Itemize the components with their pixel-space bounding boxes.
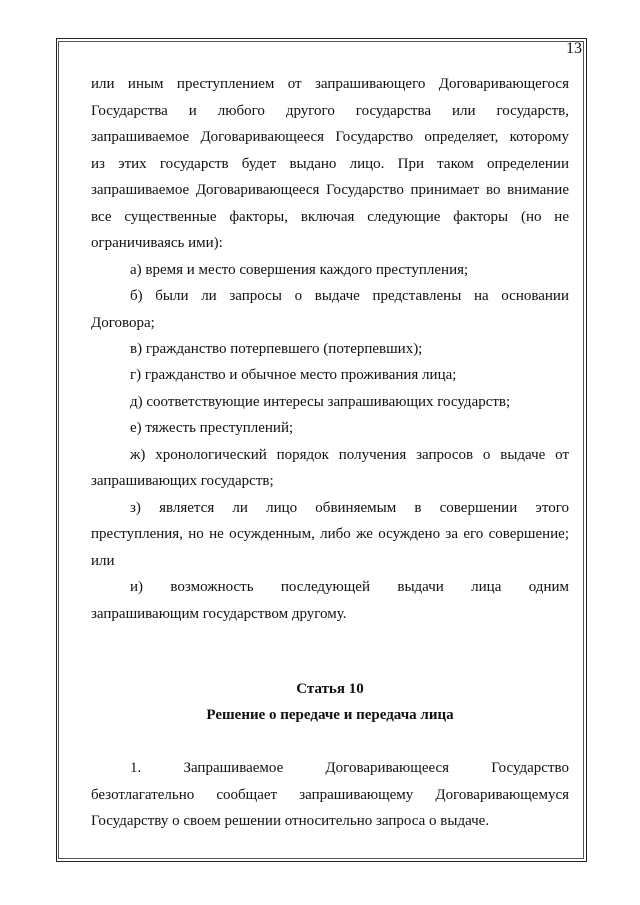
- paragraph-1-line-1: 1. Запрашиваемое Договаривающееся Государство: [130, 760, 569, 776]
- article-title: Решение о передаче и передача лица: [206, 707, 454, 723]
- intro-line-4: из этих государств будет выдано лицо. При таком определении: [91, 156, 569, 172]
- list-item-z-cont: преступления, но не осужденным, либо же осуждено за его совершение;: [91, 526, 569, 542]
- list-item-b-cont: Договора;: [91, 315, 155, 331]
- list-item-g: г) гражданство и обычное место проживания лица;: [130, 367, 457, 383]
- list-item-z-cont-2: или: [91, 553, 115, 569]
- intro-line-6: все существенные факторы, включая следующие факторы (но не: [91, 209, 569, 225]
- list-item-i-cont: запрашивающим государством другому.: [91, 606, 347, 622]
- list-item-a: а) время и место совершения каждого преступления;: [130, 262, 469, 278]
- list-item-e: е) тяжесть преступлений;: [130, 420, 294, 436]
- intro-line-7: ограничиваясь ими):: [91, 235, 223, 251]
- paragraph-1-line-3: Государству о своем решении относительно запроса о выдаче.: [91, 813, 490, 829]
- intro-line-5: запрашиваемое Договаривающееся Государство принимает во внимание: [91, 182, 569, 198]
- list-item-i: и) возможность последующей выдачи лица одним: [130, 579, 569, 595]
- list-item-zh-cont: запрашивающих государств;: [91, 473, 274, 489]
- list-item-d: д) соответствующие интересы запрашивающих государств;: [130, 394, 511, 410]
- list-item-z: з) является ли лицо обвиняемым в совершении этого: [130, 500, 569, 516]
- article-number: Статья 10: [296, 681, 364, 697]
- paragraph-1-line-2: безотлагательно сообщает запрашивающему Договаривающемуся: [91, 787, 569, 803]
- intro-line-1: или иным преступлением от запрашивающего Договаривающегося: [91, 76, 569, 92]
- intro-line-2: Государства и любого другого государства или государств,: [91, 103, 569, 119]
- list-item-b: б) были ли запросы о выдаче представлены на основании: [130, 288, 569, 304]
- page-number: 13: [566, 40, 582, 57]
- intro-line-3: запрашиваемое Договаривающееся Государство определяет, которому: [91, 129, 569, 145]
- list-item-zh: ж) хронологический порядок получения запросов о выдаче от: [130, 447, 569, 463]
- list-item-v: в) гражданство потерпевшего (потерпевших);: [130, 341, 423, 357]
